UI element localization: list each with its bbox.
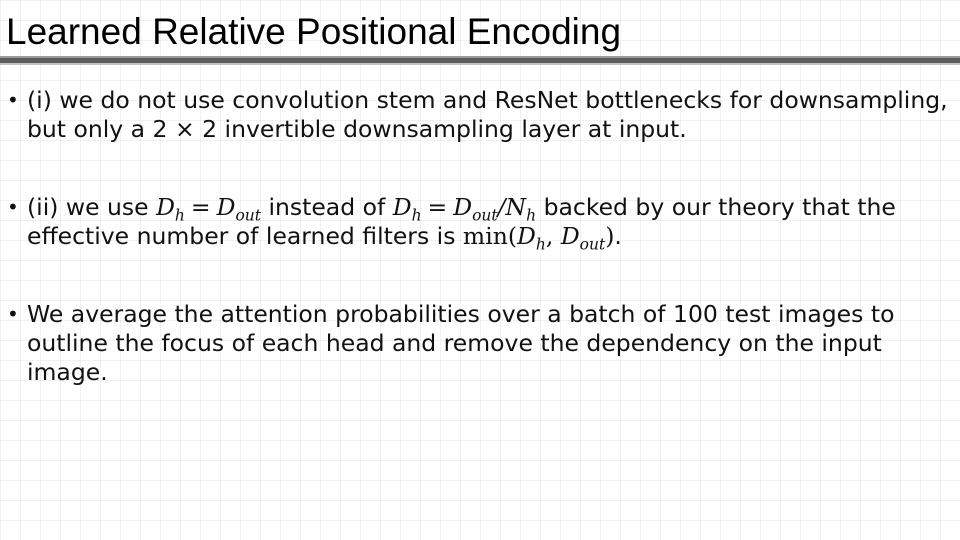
bullet-list bbox=[0, 86, 960, 436]
bullet-text-after: backed by our theory that the effective number of learned filters is bbox=[27, 193, 896, 250]
bullet-item-3 bbox=[0, 300, 960, 387]
bullet-text-suffix: . bbox=[614, 222, 622, 250]
equation-dh-equals-dout-over-nh: $D_h = D_{out}/N_h$ bbox=[392, 193, 537, 225]
equation-min-dh-dout: $\min(D_h$, $D_{out}$) bbox=[462, 222, 615, 254]
bullet-text: (i) we do not use convolution stem and ResNet bottlenecks for downsampling, but only a 2 × 2 invertible downsampling layer at input. bbox=[27, 86, 948, 143]
equation-dh-equals-dout: $D_h = D_{out}$ bbox=[156, 193, 261, 225]
bullet-item-2 bbox=[0, 193, 960, 254]
bullet-text-prefix: (ii) we use bbox=[27, 193, 157, 221]
bullet-marker: • bbox=[7, 88, 19, 112]
bullet-item-1 bbox=[0, 86, 960, 144]
slide-title: Learned Relative Positional Encoding bbox=[6, 11, 622, 52]
bullet-text-middle: instead of bbox=[261, 193, 393, 221]
bullet-text: We average the attention probabilities over a batch of 100 test images to outline the focus of each head and remove the dependency on the input image. bbox=[27, 300, 895, 386]
title-divider bbox=[0, 56, 960, 65]
bullet-marker: • bbox=[7, 195, 19, 219]
bullet-marker: • bbox=[7, 302, 19, 326]
